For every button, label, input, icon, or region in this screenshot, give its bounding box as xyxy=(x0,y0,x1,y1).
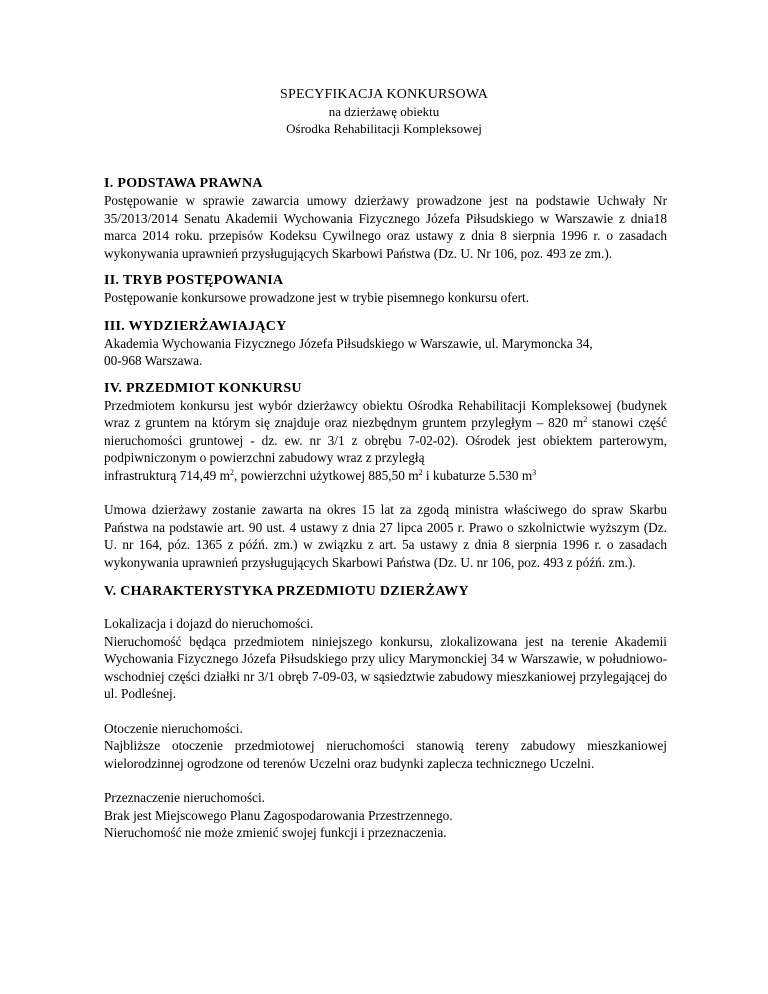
section-legal-basis xyxy=(104,175,667,262)
superscript: 3 xyxy=(532,467,537,477)
document-subtitle: na dzierżawę obiektu xyxy=(328,104,440,119)
subject-paragraph-1 xyxy=(104,397,667,467)
subsection-text-purpose-line1: Brak jest Miejscowego Planu Zagospodarowania Przestrzennego. xyxy=(104,807,453,823)
section-heading: III. WYDZIERŻAWIAJĄCY xyxy=(104,318,287,334)
subsection-text-purpose-line2: Nieruchomość nie może zmienić swojej funkcji i przeznaczenia. xyxy=(104,825,447,840)
section-text: Postępowanie w sprawie zawarcia umowy dzierżawy prowadzone jest na podstawie Uchwały Nr 35/2013/2014 Senatu Akademii Wychowania Fizycznego Józefa Piłsudskiego w Warszawie z dnia18 marca 2014 roku. przepisów Kodeksu Cywilnego oraz ustawy z dnia 8 sierpnia 1996 r. o zasadach wykonywania uprawnień przysługujących Skarbowi Państwa (Dz. U. Nr 106, poz. 493 ze zm.). xyxy=(104,193,667,261)
subject-text-part: i kubaturze 5.530 m xyxy=(422,467,533,483)
section-subject xyxy=(104,380,667,572)
lessor-address-line2: 00-968 Warszawa. xyxy=(104,353,203,368)
superscript: 2 xyxy=(583,415,588,424)
subject-text-part: infrastrukturą 714,49 m xyxy=(104,467,230,483)
subsection-text-location: Nieruchomość będąca przedmiotem niniejszego konkursu, zlokalizowana jest na terenie Akademii Wychowania Fizycznego Józefa Piłsudskiego przy ulicy Marymonckiej 34 w Warszawie, w południowo-wschodniej części działki nr 3/1 obręb 7-09-03, w sąsiedztwie zabudowy mieszkaniowej przylegającej do ul. Podleśnej. xyxy=(104,633,667,701)
document-header xyxy=(0,86,768,137)
lessor-address-line1: Akademia Wychowania Fizycznego Józefa Piłsudskiego w Warszawie, ul. Marymoncka 34, xyxy=(104,335,593,351)
subsection-title-location: Lokalizacja i dojazd do nieruchomości. xyxy=(104,616,314,631)
section-procedure-mode xyxy=(104,272,667,307)
subsection-text-surroundings: Najbliższe otoczenie przedmiotowej nieruchomości stanowią tereny zabudowy mieszkaniowej wielorodzinnej ogrodzone od terenów Uczelni oraz budynki zaplecza technicznego Uczelni. xyxy=(104,738,667,771)
subsection-title-surroundings: Otoczenie nieruchomości. xyxy=(104,720,243,736)
section-heading: IV. PRZEDMIOT KONKURSU xyxy=(104,380,302,396)
subsection-title-purpose: Przeznaczenie nieruchomości. xyxy=(104,790,265,805)
section-heading: II. TRYB POSTĘPOWANIA xyxy=(104,273,284,288)
document-body xyxy=(104,175,667,842)
subject-paragraph-2: Umowa dzierżawy zostanie zawarta na okres 15 lat za zgodą ministra właściwego do spraw Skarbu Państwa na podstawie art. 90 ust. 4 ustawy z dnia 27 lipca 2005 r. Prawo o szkolnictwie wyższym (Dz. U. nr 164, póz. 1365 z późń. zm.) w związku z art. 5a ustawy z dnia 8 sierpnia 1996 r. o zasadach wykonywania uprawnień przysługujących Skarbowi Państwa (Dz. U. nr 106, poz. 493 z późń. zm.). xyxy=(104,502,667,570)
section-heading: I. PODSTAWA PRAWNA xyxy=(104,176,263,191)
document-title: SPECYFIKACJA KONKURSOWA xyxy=(279,87,489,102)
document-subtitle-object: Ośrodka Rehabilitacji Kompleksowej xyxy=(286,121,482,136)
section-text: Postępowanie konkursowe prowadzone jest w trybie pisemnego konkursu ofert. xyxy=(104,290,530,305)
subject-text-part: Przedmiotem konkursu jest wybór dzierżawcy obiektu Ośrodka Rehabilitacji Kompleksowej (budynek wraz z gruntem na którym się znajduje oraz niezbędnym gruntem przyległym – 820 m xyxy=(104,397,667,430)
section-heading: V. CHARAKTERYSTYKA PRZEDMIOTU DZIERŻAWY xyxy=(104,584,469,599)
subject-paragraph-1-end xyxy=(104,467,667,485)
superscript: 2 xyxy=(229,467,234,477)
superscript: 2 xyxy=(418,467,423,477)
section-characteristics xyxy=(104,583,667,842)
section-lessor xyxy=(104,318,667,370)
subject-text-part: , powierzchni użytkowej 885,50 m xyxy=(233,467,419,483)
subject-text-part: stanowi część nieruchomości gruntowej - dz. ew. nr 3/1 z obrębu 7-02-02). Ośrodek jest obiektem parterowym, podpiwniczonym o powierzchni zabudowy wraz z przyległą xyxy=(104,415,667,465)
